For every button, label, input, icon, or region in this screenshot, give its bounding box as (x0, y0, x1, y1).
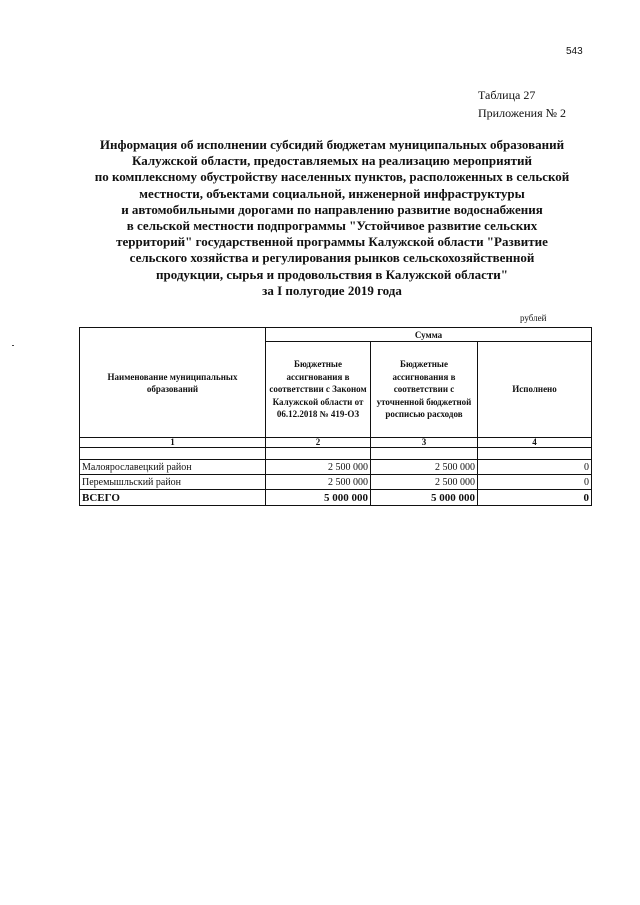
document-title (62, 137, 602, 299)
title-line: в сельской местности подпрограммы "Устойчивое развитие сельских (126, 218, 538, 234)
total-row (80, 490, 592, 506)
refined-allocation-value: 2 500 000 (371, 460, 478, 475)
title-line: за I полугодие 2019 года (262, 282, 402, 298)
header-municipality: Наименование муниципальных образований (80, 328, 266, 438)
spacer-cell (80, 448, 266, 460)
total-executed: 0 (478, 490, 592, 506)
table-label: Таблица 27 (478, 88, 536, 102)
table-row (80, 460, 592, 475)
header-law-allocations: Бюджетные ассигнования в соответствии с Законом Калужской области от 06.12.2018 № 419-ОЗ (266, 342, 371, 438)
executed-value: 0 (478, 475, 592, 490)
page-number: 543 (566, 46, 583, 57)
scan-mark (12, 345, 14, 346)
column-number: 3 (371, 438, 478, 448)
title-line: по комплексному обустройству населенных пунктов, расположенных в сельской (94, 169, 570, 185)
header-sum: Сумма (266, 328, 592, 342)
spacer-cell (371, 448, 478, 460)
appendix-label: Приложения № 2 (478, 106, 567, 120)
title-line: Калужской области, предоставляемых на реализацию мероприятий (131, 153, 533, 169)
title-line: Информация об исполнении субсидий бюджетам муниципальных образований (99, 137, 565, 152)
municipality-name: Перемышльский район (80, 475, 266, 490)
title-line: сельского хозяйства и регулирования рынков сельскохозяйственной (129, 250, 535, 266)
column-number: 1 (80, 438, 266, 448)
table-row (80, 475, 592, 490)
law-allocation-value: 2 500 000 (266, 460, 371, 475)
title-line: и автомобильными дорогами по направлению развитие водоснабжения (121, 201, 543, 217)
header-row-sum (80, 328, 592, 342)
law-allocation-value: 2 500 000 (266, 475, 371, 490)
column-numbers-row (80, 438, 592, 448)
column-number: 4 (478, 438, 592, 448)
header-refined-allocations: Бюджетные ассигнования в соответствии с уточненной бюджетной росписью расходов (371, 342, 478, 438)
refined-allocation-value: 2 500 000 (371, 475, 478, 490)
total-refined-allocation: 5 000 000 (371, 490, 478, 506)
attachment-reference (478, 86, 566, 122)
spacer-cell (266, 448, 371, 460)
units-label: рублей (520, 313, 547, 323)
title-line: продукции, сырья и продовольствия в Калужской области" (155, 266, 509, 282)
header-executed: Исполнено (478, 342, 592, 438)
title-line: территорий" государственной программы Калужской области "Развитие (116, 234, 548, 250)
title-line: местности, объектами социальной, инженерной инфраструктуры (139, 185, 525, 201)
total-label: ВСЕГО (80, 490, 266, 506)
executed-value: 0 (478, 460, 592, 475)
column-number: 2 (266, 438, 371, 448)
total-law-allocation: 5 000 000 (266, 490, 371, 506)
spacer-cell (478, 448, 592, 460)
municipality-name: Малоярославецкий район (80, 460, 266, 475)
spacer-row (80, 448, 592, 460)
subsidy-table (79, 327, 592, 506)
